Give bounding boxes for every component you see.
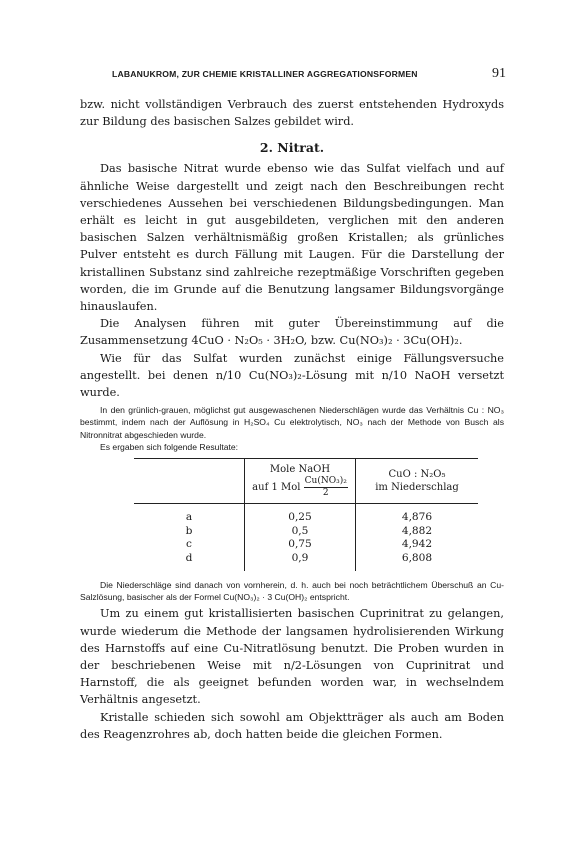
table-row <box>134 538 478 552</box>
cuo-value: 4,876 <box>356 504 479 525</box>
cuo-value: 6,808 <box>356 552 479 572</box>
paragraph-analysis: Die Analysen führen mit guter Übereinstimmung auf die Zusammensetzung 4CuO · N₂O₅ · 3H₂O, bzw. Cu(NO₃)₂ · 3Cu(OH)₂. <box>80 317 504 348</box>
paragraph-crystals: Kristalle schieden sich sowohl am Objektträger als auch am Boden des Reagenzrohres ab, doch hatten beide die gleichen Formen. <box>80 710 504 741</box>
fraction-denominator: 2 <box>322 488 329 499</box>
table-row <box>134 552 478 572</box>
section-title: 2. Nitrat. <box>259 140 325 156</box>
naoh-header-prefix: auf 1 Mol <box>252 482 301 494</box>
table-header-cuo <box>356 459 479 504</box>
row-label: a <box>185 511 193 524</box>
naoh-value: 0,75 <box>245 538 356 552</box>
note-conclusion: Die Niederschläge sind danach von vornherein, d. h. auch bei noch beträchtlichem Überschuß an Cu-Salzlösung, basischer als der Formel Cu(NO₃)₂ · 3 Cu(OH)₂ entspricht. <box>80 580 504 603</box>
row-label: d <box>185 551 193 564</box>
note-results-intro: Es ergaben sich folgende Resultate: <box>100 441 239 452</box>
cuo-value: 4,882 <box>356 525 479 539</box>
cuo-header-line1: CuO : N₂O₅ <box>388 469 446 481</box>
table-row <box>134 504 478 525</box>
page-header <box>80 66 504 82</box>
table-header-row <box>134 459 478 504</box>
paragraph-precipitation: Wie für das Sulfat wurden zunächst einige Fällungsversuche angestellt. bei denen n/10 Cu(NO₃)₂-Lösung mit n/10 NaOH versetzt wurde. <box>80 351 504 400</box>
paragraph-urea-method: Um zu einem gut kristallisierten basischen Cuprinitrat zu gelangen, wurde wiederum die Methode der langsamen hydrolisierenden Wirkung des Harnstoffs auf eine Cu-Nitratlösung benutzt. Die Proben wurden in der beschriebenen Weise mit n/2-Lösungen von Cuprinitrat und Harnstoff, die als geeignet befunden worden war, in wechselndem Verhältnis angesetzt. <box>80 607 504 707</box>
note-method: In den grünlich-grauen, möglichst gut ausgewaschenen Niederschlägen wurde das Verhältnis Cu : NO₃ bestimmt, indem nach der Auflösung in H₂SO₄ Cu elektrolytisch, NO₃ nach der Methode von Busch als Nitronnitrat abgeschieden wurde. <box>80 405 504 440</box>
cuo-header-line2: im Niederschlag <box>375 482 459 494</box>
naoh-header-fraction <box>304 476 348 499</box>
row-label: c <box>186 538 192 551</box>
naoh-value: 0,5 <box>245 525 356 539</box>
fraction-numerator: Cu(NO₃)₂ <box>304 476 347 487</box>
document-page <box>80 66 504 743</box>
paragraph-nitrat-description: Das basische Nitrat wurde ebenso wie das Sulfat vielfach und auf ähnliche Weise dargestellt und zeigt nach den Beschreibungen recht verschiedenes Aussehen bei verschiedenen Bildungsbedingungen. Man erhält es leicht in gut ausgebildeten, verglichen mit den anderen basischen Salzen verhältnismäßig großen Kristallen; als grünliches Pulver entsteht es durch Fällung mit Laugen. Für die Darstellung der kristallinen Substanz sind zahlreiche rezeptmäßige Vorschriften gegeben worden, die im Grunde auf die Benutzung langsamer Bildungsvorgänge hinauslaufen. <box>80 162 504 314</box>
cuo-value: 4,942 <box>356 538 479 552</box>
table-header-blank <box>134 459 245 504</box>
naoh-header-line1: Mole NaOH <box>269 464 331 476</box>
table-header-naoh <box>245 459 356 504</box>
page-number: 91 <box>492 66 506 81</box>
row-label: b <box>185 524 193 537</box>
table-row <box>134 525 478 539</box>
results-table <box>134 458 478 571</box>
naoh-value: 0,25 <box>245 504 356 525</box>
paragraph-intro: bzw. nicht vollständigen Verbrauch des zuerst entstehenden Hydroxyds zur Bildung des basischen Salzes gebildet wird. <box>80 98 504 129</box>
naoh-value: 0,9 <box>245 552 356 572</box>
running-head: LABANUKROM, ZUR CHEMIE KRISTALLINER AGGREGATIONSFORMEN <box>112 69 418 79</box>
